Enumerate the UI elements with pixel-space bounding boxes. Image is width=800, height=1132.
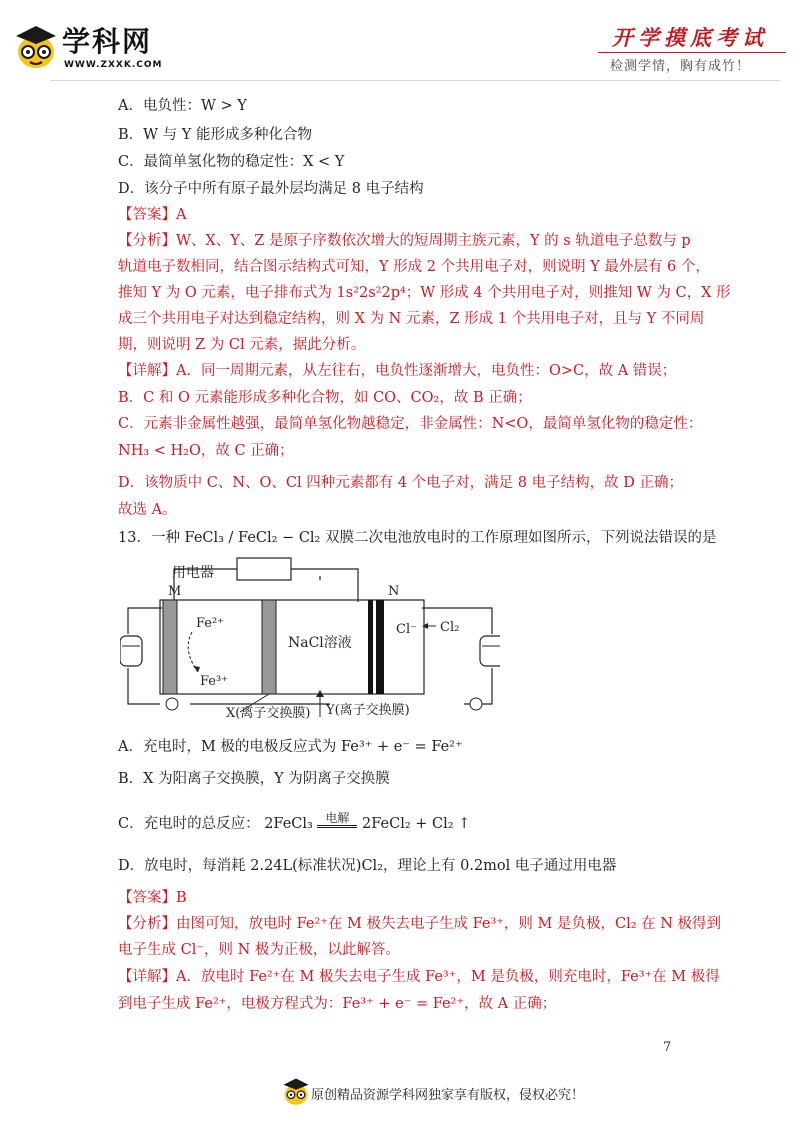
q13-detail-line: 到电子生成 Fe²⁺，电极方程式为：Fe³⁺ + e⁻ = Fe²⁺，故 A 正确； — [118, 996, 557, 1012]
banner-subtitle: 检测学情，胸有成竹！ — [610, 59, 751, 74]
q12-analysis-line: 【分析】W、X、Y、Z 是原子序数依次增大的短周期主族元素，Y 的 s 轨道电子总数与 p — [118, 233, 691, 249]
footer-mascot-icon — [282, 1076, 310, 1106]
q13-analysis-line: 【分析】由图可知，放电时 Fe²⁺在 M 极失去电子生成 Fe³⁺，则 M 是负极，Cl₂ 在 N 极得到 — [118, 916, 722, 932]
q13-eq-left: 2FeCl₃ — [264, 816, 313, 832]
fe2-label: Fe²⁺ — [196, 616, 225, 631]
q13-eq-right: 2FeCl₂ + Cl₂ ↑ — [362, 816, 471, 832]
q13-answer: 【答案】B — [118, 890, 187, 906]
cl2-label: Cl₂ — [440, 620, 460, 635]
q13-stem: 13．一种 FeCl₃ / FeCl₂ − Cl₂ 双膜二次电池放电时的工作原理如图所示，下列说法错误的是 — [118, 530, 717, 546]
q12-detail-line: D．该物质中 C、N、O、Cl 四种元素都有 4 个电子对，满足 8 电子结构，故 D 正确； — [118, 475, 683, 491]
device-label: 用电器 — [172, 565, 214, 581]
q12-detail-line: C．元素非金属性越强，最简单氢化物越稳定，非金属性：N<O，最简单氢化物的稳定性： — [118, 416, 703, 432]
q13-option-d: D．放电时，每消耗 2.24L(标准状况)Cl₂，理论上有 0.2mol 电子通过用电器 — [118, 858, 617, 874]
footer-copyright: 原创精品资源学科网独家享有版权，侵权必究！ — [311, 1088, 585, 1103]
q13-option-a: A．充电时，M 极的电极反应式为 Fe³⁺ + e⁻ = Fe²⁺ — [118, 739, 463, 755]
q12-detail-line: 故选 A。 — [118, 502, 177, 518]
q12-answer: 【答案】A — [118, 207, 187, 223]
membrane-y-label: Y(离子交换膜) — [326, 703, 410, 718]
logo-text: 学科网 — [62, 25, 153, 58]
banner-title: 开学摸底考试 — [612, 25, 768, 50]
mascot-logo-icon — [14, 22, 58, 70]
q12-detail-line: B．C 和 O 元素能形成多种化合物，如 CO、CO₂，故 B 正确； — [118, 390, 532, 406]
fe3-label: Fe³⁺ — [200, 674, 229, 689]
q13-analysis-line: 电子生成 Cl⁻，则 N 极为正极，以此解答。 — [118, 942, 400, 958]
q12-option-c: C．最简单氢化物的稳定性：X < Y — [118, 154, 345, 170]
q12-analysis-line: 推知 Y 为 O 元素，电子排布式为 1s²2s²2p⁴；W 形成 4 个共用电子对，则推知 W 为 C，X 形 — [118, 285, 731, 301]
cl-minus-label: Cl⁻ — [396, 622, 417, 637]
q13-option-c-prefix: C．充电时的总反应： — [118, 816, 260, 832]
nacl-label: NaCl溶液 — [288, 635, 352, 651]
q13-eq-condition: 电解 — [325, 811, 350, 825]
membrane-x-label: X(离子交换膜) — [226, 706, 311, 721]
q13-option-c — [118, 812, 470, 834]
electrode-n-label: N — [388, 584, 400, 599]
banner-divider — [598, 52, 786, 53]
q12-detail-line: 【详解】A．同一周期元素，从左往右，电负性逐渐增大，电负性：O>C，故 A 错误； — [118, 363, 677, 379]
q13-detail-line: 【详解】A．放电时 Fe²⁺在 M 极失去电子生成 Fe³⁺，M 是负极，则充电时，Fe³⁺在 M 极得 — [118, 969, 720, 985]
q12-option-d: D．该分子中所有原子最外层均满足 8 电子结构 — [118, 181, 424, 197]
q12-analysis-line: 轨道电子数相同，结合图示结构式可知，Y 形成 2 个共用电子对，则说明 Y 最外层有 6 个， — [118, 259, 710, 275]
logo-url: WWW.ZXXK.COM — [64, 60, 163, 70]
q13-option-b: B．X 为阳离子交换膜，Y 为阴离子交换膜 — [118, 771, 390, 787]
q12-analysis-line: 期，则说明 Z 为 Cl 元素，据此分析。 — [118, 337, 366, 353]
q12-option-a: A．电负性：W > Y — [118, 98, 247, 114]
page-number: 7 — [663, 1040, 672, 1055]
q12-analysis-line: 成三个共用电子对达到稳定结构，则 X 为 N 元素，Z 形成 1 个共用电子对，且与 Y 不同周 — [118, 311, 705, 327]
electrode-m-label: M — [168, 584, 182, 599]
q12-option-b: B．W 与 Y 能形成多种化合物 — [118, 127, 312, 143]
header-divider — [50, 80, 780, 81]
q12-detail-line: NH₃ < H₂O，故 C 正确； — [118, 443, 294, 459]
q13-eq-arrow — [317, 812, 357, 828]
